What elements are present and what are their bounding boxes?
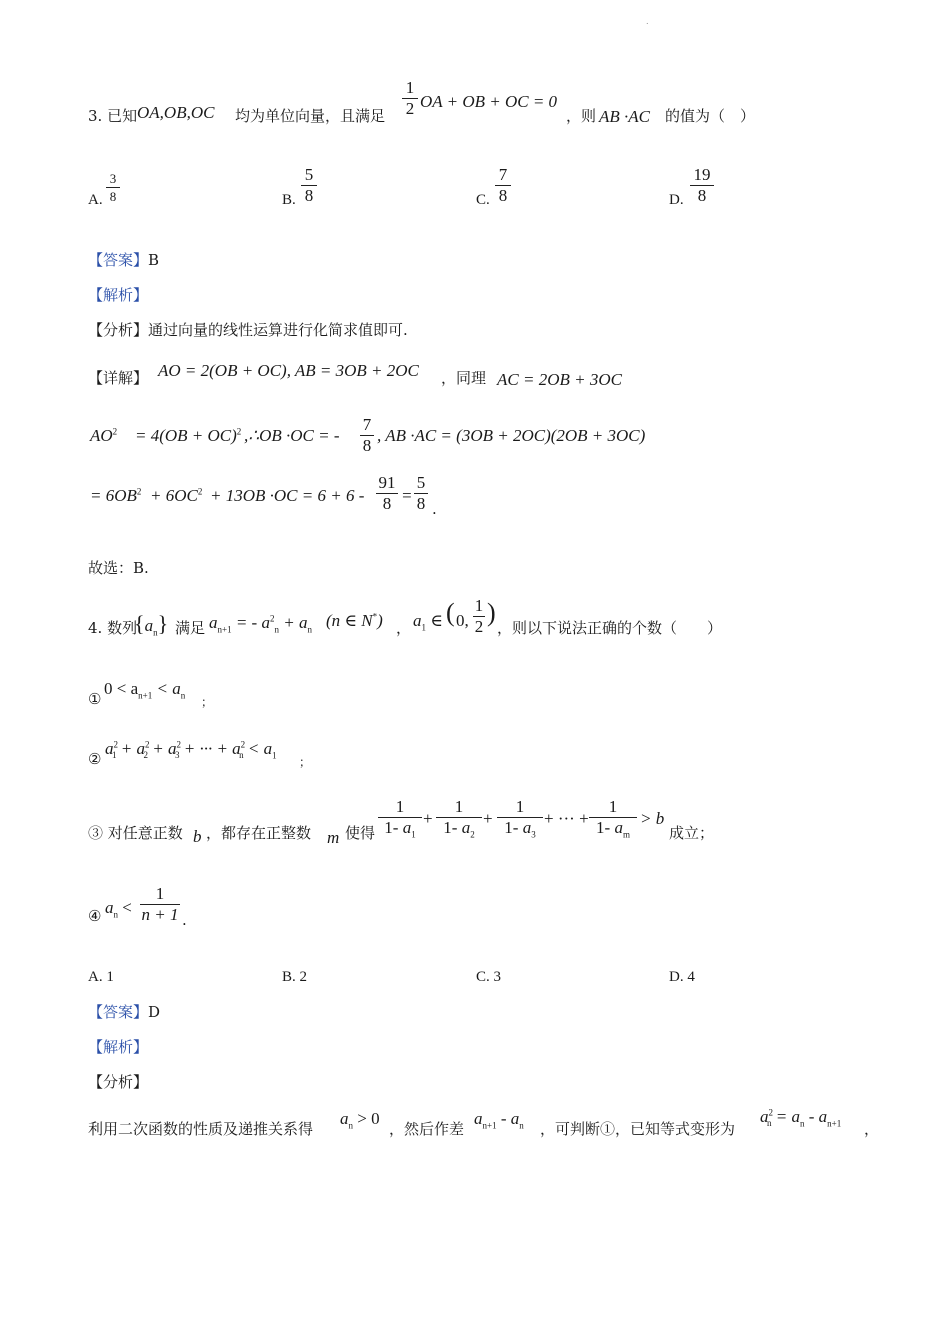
s2-lt: < a: [247, 739, 273, 758]
fraction-numerator: 5: [416, 473, 426, 492]
expr-a: = 6OB: [90, 486, 137, 505]
expr-b: = 4(OB + OC): [135, 426, 237, 445]
q4-last-end: ，: [864, 1120, 880, 1138]
q4-interval-open: 0,: [456, 611, 469, 630]
q4-s3-dots: + ··· +: [544, 809, 589, 828]
s4-a: a: [105, 898, 114, 917]
q4-s3-fraction-2: $\frac{1}{1- a_2}$: [436, 797, 482, 844]
fraction-numerator: 7: [498, 165, 508, 184]
q4-s3-make: 使得: [345, 824, 376, 842]
q3-fenxi: [88, 323, 408, 338]
q3-option-a-letter: A.: [88, 192, 103, 208]
option-value: 4: [687, 969, 695, 985]
answer-value: D: [148, 1003, 161, 1021]
domain-close: ): [377, 611, 383, 630]
last-a2: > 0: [357, 1109, 380, 1128]
q3-detail2-ao: $AO^2$: [90, 426, 118, 445]
q3-option-b-fraction: [301, 165, 317, 206]
last-c3: - a: [808, 1107, 828, 1126]
q4-s4-fraction: [140, 884, 180, 925]
q4-seq: $\{a_n\}$: [134, 611, 169, 638]
option-letter: A.: [88, 969, 103, 985]
q4-last-text-c: ，可判断①，已知等式变形为: [540, 1120, 736, 1138]
last-c: a: [760, 1107, 769, 1126]
a1-in: ∈: [430, 611, 443, 630]
q4-s2-end: ；: [299, 755, 312, 769]
q4-s3-plus-1: +: [423, 809, 433, 828]
s4-lt: <: [122, 898, 132, 917]
q3-option-d-fraction: [690, 165, 714, 206]
option-value: 1: [106, 969, 114, 985]
q4-last-text-b: ，然后作差: [389, 1120, 465, 1138]
q4-s3-fraction-3: $\frac{1}{1- a_3}$: [497, 797, 543, 844]
q4-s3-plus-2: +: [483, 809, 493, 828]
fraction-denominator: 8: [106, 187, 120, 205]
q4-s1-mark: ①: [88, 690, 102, 708]
q3-detail3-eq: =: [401, 486, 413, 505]
q3-condition-expr: OA + OB + OC = 0: [420, 92, 558, 111]
last-b: a: [474, 1109, 483, 1128]
q3-condition-text: 均为单位向量，且满足: [235, 107, 386, 125]
recurrence-a: = - a: [235, 613, 270, 632]
q4-last-expr-c: $a^2_n = a_n - a_{n+1}$: [760, 1107, 842, 1129]
q3-option-d-letter: D.: [669, 192, 684, 208]
q3-detail-mid: ，同理: [441, 369, 487, 387]
fraction-numerator: 1: [474, 596, 484, 615]
q4-domain: [326, 612, 383, 629]
fraction-numerator: 5: [304, 165, 314, 184]
fraction-denominator: 8: [301, 185, 317, 206]
q4-comma: ，: [396, 619, 412, 637]
q3-target-expr: AB ·AC: [599, 107, 650, 126]
q4-last-text-a: 利用二次函数的性质及递推关系得: [88, 1120, 314, 1138]
fraction-denominator: 2: [402, 98, 418, 119]
q4-s3-m: m: [327, 828, 340, 847]
fraction-numerator: 7: [362, 415, 372, 434]
option-value: 3: [493, 969, 502, 985]
option-letter: B.: [282, 969, 296, 985]
answer-label: 【答案】: [88, 251, 149, 269]
fraction-denominator: 8: [360, 435, 374, 456]
recurrence-b: + a: [283, 613, 308, 632]
q4-option-d: [669, 970, 695, 985]
q4-s2-mark: ②: [88, 750, 102, 768]
seq-a: a: [144, 616, 154, 635]
last-b2: - a: [500, 1109, 520, 1128]
q3-detail3-fraction-2: [414, 473, 428, 514]
q3-detail-label: 【详解】: [88, 369, 149, 387]
q3-detail3-c: + 13OB ·OC = 6 + 6 -: [210, 486, 365, 505]
fraction-denominator: n + 1: [141, 905, 179, 924]
q3-analysis-label: 【解析】: [88, 286, 149, 304]
q4-s2-expr: $a^2_1 + a^2_2 + a^2_3$ + ··· + $a^2_n < a_1$: [105, 739, 277, 761]
fraction-numerator: 1: [405, 78, 415, 97]
q4-s3-mid: ，都存在正整数: [206, 824, 312, 842]
q4-s4-end: .: [182, 911, 187, 929]
q3-detail3-end: .: [432, 500, 437, 518]
q4-s3-end: 成立；: [669, 824, 715, 842]
q4-option-c: [476, 970, 501, 985]
q4-answer: [88, 1005, 160, 1020]
q4-recurrence: $a_{n+1}$ = - $a^2_n + a_n$: [209, 613, 312, 635]
fraction-denominator: 2: [474, 617, 484, 636]
q3-number: 3. 已知: [88, 107, 138, 125]
q4-s3-fraction-1: $\frac{1}{1- a_1}$: [378, 797, 422, 844]
fraction-denominator: 8: [414, 493, 428, 514]
q4-cond-text: 满足: [175, 619, 206, 637]
a1-expr: a: [413, 611, 422, 630]
fraction-numerator: 3: [109, 171, 117, 186]
header-mark: .: [646, 17, 649, 26]
option-letter: D.: [669, 969, 684, 985]
s2-expr-a2: + a: [120, 739, 145, 758]
q4-number: 4. 数列: [88, 619, 138, 637]
last-a: a: [340, 1109, 349, 1128]
fraction-denominator: 8: [495, 185, 511, 206]
q4-option-a: [88, 970, 114, 985]
expr-ao: AO: [90, 426, 113, 445]
q4-option-b: [282, 970, 307, 985]
answer-value: B: [148, 251, 160, 269]
fraction-numerator: 91: [378, 473, 396, 492]
q3-detail2-expr-b: = 4(OB + OC)$^2$: [135, 426, 242, 445]
expr-b: + 6OC: [150, 486, 198, 505]
q4-last-expr-b: $a_{n+1} - a_n$: [474, 1109, 524, 1131]
q4-s3-b: b: [193, 827, 202, 846]
q4-analysis-label: 【解析】: [88, 1038, 149, 1056]
fraction-denominator: 8: [690, 185, 714, 206]
q3-option-c-letter: C.: [476, 192, 490, 208]
q3-detail2-fraction: [360, 415, 374, 456]
q4-interval-fraction: [473, 596, 485, 637]
answer-label: 【答案】: [88, 1003, 149, 1021]
q3-then: ，则: [566, 107, 597, 125]
s2-dots: + ··· + a: [183, 739, 241, 758]
option-letter: C.: [476, 969, 490, 985]
q4-s3-fraction-m: $\frac{1}{1- a_m}$: [589, 797, 637, 844]
fraction-numerator: 1: [155, 884, 165, 903]
fraction-numerator: 19: [693, 165, 711, 184]
q4-ask: ，则以下说法正确的个数（ ）: [497, 619, 723, 637]
q3-detail2-expr-d: , AB ·AC = (3OB + 2OC)(2OB + 3OC): [377, 426, 646, 445]
q4-s1-end: ；: [201, 695, 214, 709]
domain-star: *: [372, 611, 378, 622]
q3-detail3-fraction-1: [376, 473, 398, 514]
q3-vectors: OA,OB,OC: [137, 103, 215, 122]
q3-detail3-a: = $6OB^2$: [90, 486, 142, 505]
s1-expr-a: 0 < a: [104, 679, 139, 698]
domain-text: (n ∈ N: [326, 611, 373, 630]
q4-interval-close-paren: ): [487, 598, 496, 627]
q3-detail-expr-1: AO = 2(OB + OC), AB = 3OB + 2OC: [158, 361, 419, 380]
q3-half-fraction: [402, 78, 418, 119]
q3-detail2-expr-c: ,∴OB ·OC = -: [244, 426, 340, 445]
fenxi-label: 【分析】: [88, 321, 149, 339]
q4-interval-open-paren: (: [446, 598, 455, 627]
q4-fenxi-label: 【分析】: [88, 1073, 149, 1091]
q3-option-b-letter: B.: [282, 192, 296, 208]
q4-last-expr-a: $a_n > 0$: [340, 1109, 380, 1131]
last-c2: = a: [775, 1107, 800, 1126]
q3-detail-expr-2: AC = 2OB + 3OC: [497, 370, 622, 389]
q3-answer: [88, 253, 159, 268]
q4-s1-expr: $0 < a_{n+1} < a_n$: [104, 679, 186, 701]
q3-conclusion: 故选：B.: [88, 559, 149, 577]
q4-s4-expr: $a_n$ <: [105, 898, 132, 920]
fraction-denominator: 8: [376, 493, 398, 514]
fenxi-text: 通过向量的线性运算进行化简求值即可.: [148, 321, 408, 339]
q3-option-c-fraction: [495, 165, 511, 206]
q3-option-a-fraction: [106, 170, 120, 205]
q3-ask: 的值为（ ）: [665, 107, 756, 125]
q4-s3-mark: ③ 对任意正数: [88, 824, 183, 842]
q4-s4-mark: ④: [88, 907, 102, 925]
s1-expr-b: < a: [156, 679, 181, 698]
q3-detail3-b: + $6OC^2$: [150, 486, 203, 505]
option-value: 2: [299, 969, 308, 985]
q4-s3-gt: > b: [640, 809, 665, 828]
q4-a1: $a_1$ ∈: [413, 611, 443, 633]
